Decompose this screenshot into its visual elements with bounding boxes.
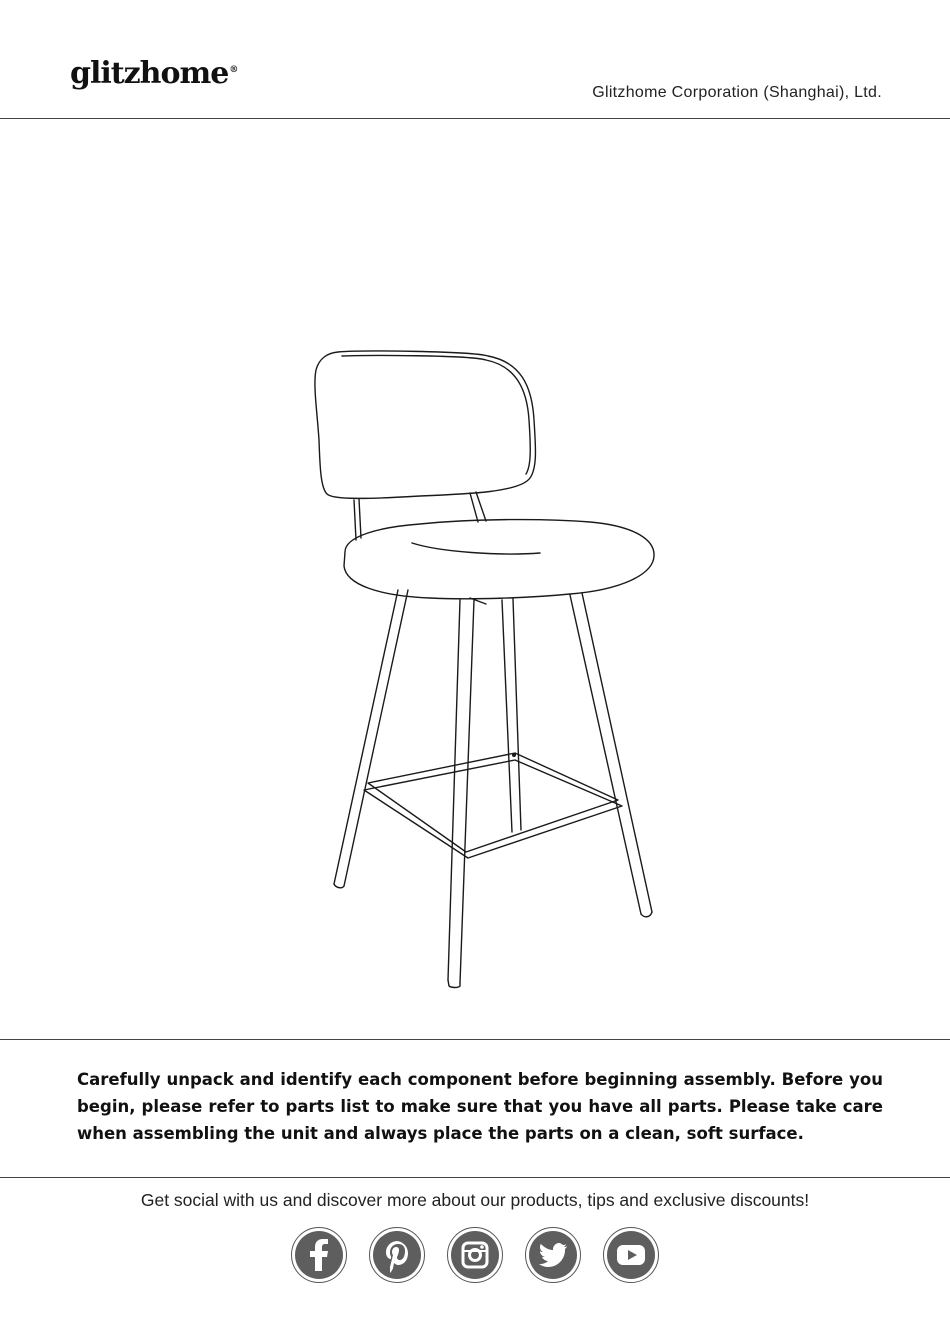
social-promo-text: Get social with us and discover more about our products, tips and exclusive discounts! — [140, 1190, 810, 1210]
pinterest-icon[interactable] — [369, 1227, 425, 1283]
social-icons — [291, 1227, 669, 1285]
leg-front-left — [334, 590, 408, 886]
seat-stitch — [412, 543, 540, 554]
back-support-right — [470, 492, 486, 522]
facebook-icon[interactable] — [291, 1227, 347, 1283]
footer-divider — [0, 1177, 950, 1178]
seat — [344, 520, 654, 599]
leg-back-right — [502, 599, 521, 832]
notice-top-divider — [0, 1039, 950, 1040]
logo-text: glitzhome — [70, 56, 229, 91]
youtube-icon[interactable] — [603, 1227, 659, 1283]
leg-front-right — [570, 593, 652, 914]
header-divider — [0, 118, 950, 119]
back-support-left — [354, 499, 361, 540]
bar-stool-illustration — [300, 340, 670, 1000]
footrest — [368, 753, 618, 852]
twitter-icon[interactable] — [525, 1227, 581, 1283]
backrest — [315, 351, 536, 498]
instagram-icon[interactable] — [447, 1227, 503, 1283]
leg-front-middle — [448, 600, 474, 983]
company-name: Glitzhome Corporation (Shanghai), Ltd. — [592, 84, 882, 101]
assembly-notice: Carefully unpack and identify each component before beginning assembly. Before you begin, please refer to parts list to make sure that you have all parts. Please take care when assembling the unit and always place the parts on a clean, soft surface. — [77, 1070, 883, 1143]
registered-mark: ® — [229, 65, 238, 75]
brand-logo — [70, 56, 237, 91]
